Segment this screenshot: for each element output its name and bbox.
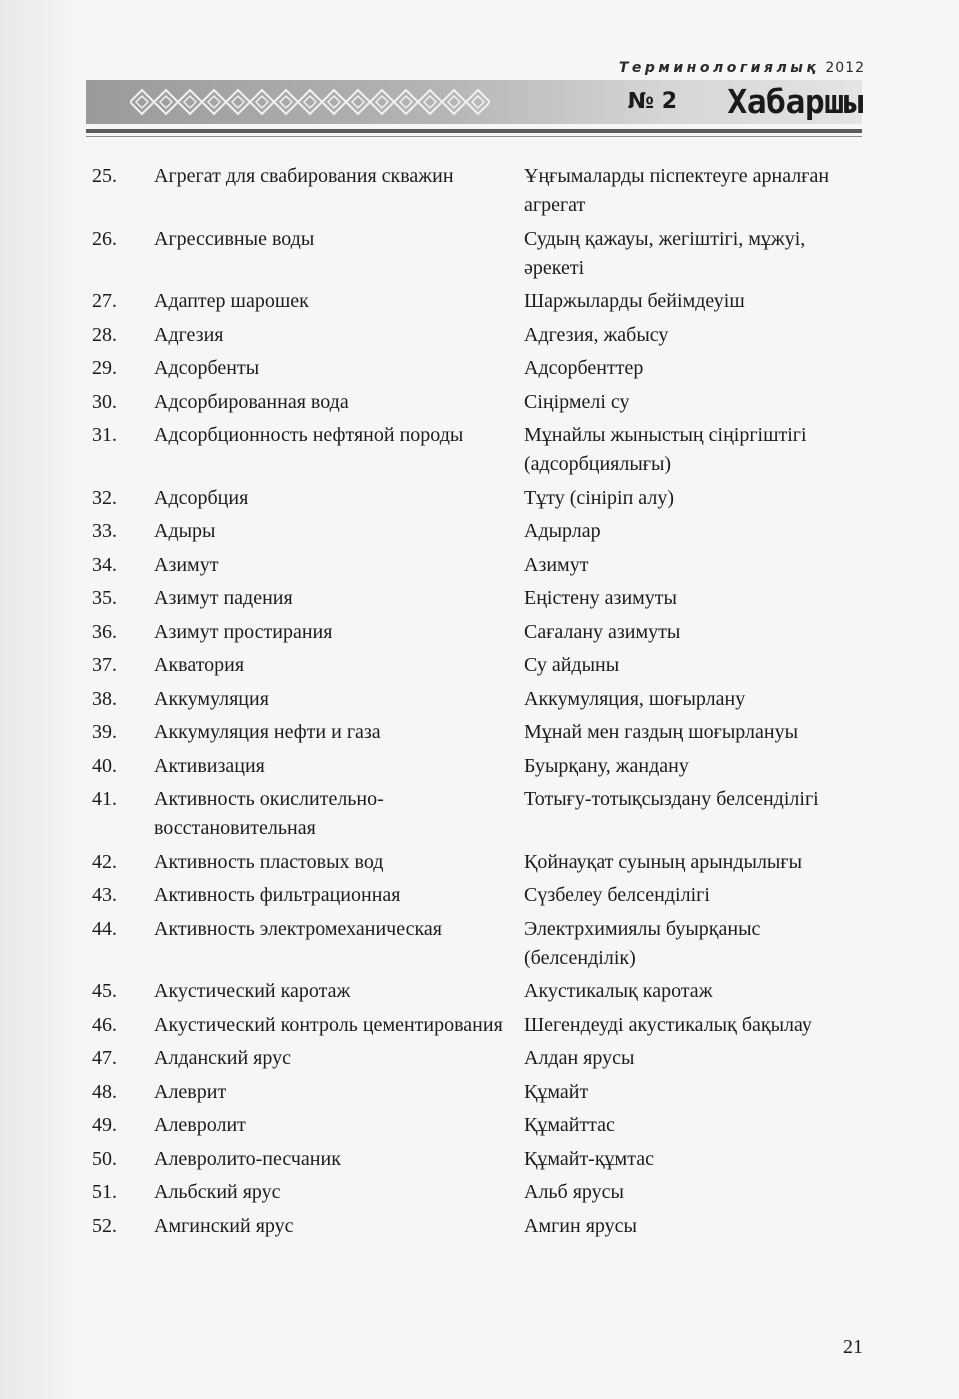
term-kazakh: Судың қажауы, жегіштігі, мұжуі, әрекеті	[524, 227, 806, 279]
term-russian: Алевролито-песчаник	[154, 1147, 341, 1170]
journal-title	[619, 60, 865, 76]
term-row	[92, 848, 867, 877]
term-row	[92, 718, 867, 747]
term-kazakh: Құмайт-құмтас	[524, 1147, 654, 1170]
term-kazakh: Электрхимиялы буырқаныс (белсенділік)	[524, 917, 761, 969]
term-row	[92, 287, 867, 316]
term-russian: Акватория	[154, 654, 245, 676]
term-kazakh: Амгин ярусы	[524, 1214, 637, 1237]
term-row	[92, 584, 867, 613]
term-row	[92, 225, 867, 283]
term-number: 50.	[92, 1147, 117, 1170]
term-russian: Активизация	[154, 754, 265, 777]
term-row	[92, 1178, 867, 1207]
term-number: 46.	[92, 1013, 117, 1036]
term-row	[92, 162, 867, 220]
header-rule-thin	[86, 136, 862, 137]
term-russian: Активность окислительно-восстановительная	[154, 788, 384, 839]
term-russian: Адсорбенты	[154, 357, 260, 379]
term-kazakh: Мұнайлы жыныстың сіңіргіштігі (адсорбциялығы)	[524, 424, 807, 475]
term-kazakh: Су айдыны	[524, 654, 620, 676]
term-russian: Акустический контроль цементирования	[154, 1013, 503, 1036]
term-russian: Активность пластовых вод	[154, 850, 384, 873]
term-number: 39.	[92, 721, 117, 743]
term-row	[92, 1212, 867, 1241]
term-number: 48.	[92, 1080, 117, 1103]
term-row	[92, 1145, 867, 1174]
term-row	[92, 685, 867, 714]
term-row	[92, 915, 867, 973]
term-number: 41.	[92, 788, 117, 810]
term-kazakh: Аккумуляция, шоғырлану	[524, 687, 746, 710]
term-kazakh: Мұнай мен газдың шоғырлануы	[524, 721, 799, 743]
journal-name: Терминологиялық	[618, 60, 820, 76]
term-kazakh: Адырлар	[524, 520, 601, 542]
term-russian: Адаптер шарошек	[154, 290, 309, 312]
term-kazakh: Ұңғымаларды піспектеуге арналған агрегат	[524, 165, 830, 216]
term-russian: Алевролит	[154, 1114, 246, 1136]
header-rule	[86, 129, 862, 133]
term-russian: Алданский ярус	[154, 1047, 291, 1069]
term-russian: Азимут падения	[154, 587, 293, 609]
term-kazakh: Адсорбенттер	[524, 357, 644, 379]
term-kazakh: Адгезия, жабысу	[524, 323, 669, 346]
term-number: 51.	[92, 1181, 117, 1203]
term-kazakh: Алдан ярусы	[524, 1047, 635, 1069]
issue-number: № 2	[627, 89, 677, 114]
term-number: 42.	[92, 850, 117, 873]
term-russian: Адсорбционность нефтяной породы	[154, 424, 464, 446]
term-kazakh: Құмайттас	[524, 1114, 615, 1136]
term-table	[92, 162, 867, 1245]
term-row	[92, 388, 867, 417]
term-number: 38.	[92, 687, 117, 710]
term-russian: Альбский ярус	[154, 1181, 281, 1203]
page-spine-shadow	[0, 0, 78, 1399]
term-kazakh: Сағалану азимуты	[524, 620, 681, 643]
journal-year: 2012	[825, 60, 865, 76]
term-row	[92, 1078, 867, 1107]
term-kazakh: Еңістену азимуты	[524, 587, 677, 609]
term-kazakh: Буырқану, жандану	[524, 754, 689, 777]
term-number: 29.	[92, 357, 117, 379]
term-kazakh: Тұту (сініріп алу)	[524, 486, 674, 509]
term-russian: Активность фильтрационная	[154, 884, 401, 906]
term-number: 34.	[92, 553, 117, 576]
term-number: 30.	[92, 390, 117, 413]
term-row	[92, 752, 867, 781]
term-russian: Адсорбция	[154, 486, 249, 509]
term-number: 44.	[92, 917, 117, 940]
term-number: 26.	[92, 227, 117, 250]
term-russian: Адгезия	[154, 323, 224, 346]
bulletin-title: Хабаршы	[727, 82, 863, 121]
term-row	[92, 321, 867, 350]
term-row	[92, 881, 867, 910]
term-kazakh: Шегендеуді акустикалық бақылау	[524, 1013, 812, 1036]
term-russian: Азимут простирания	[154, 620, 333, 643]
term-kazakh: Құмайт	[524, 1080, 589, 1103]
term-russian: Алеврит	[154, 1080, 227, 1103]
term-number: 37.	[92, 654, 117, 676]
term-row	[92, 1111, 867, 1140]
term-row	[92, 618, 867, 647]
term-kazakh: Акустикалық каротаж	[524, 980, 713, 1002]
ornament-pattern	[130, 86, 490, 118]
term-kazakh: Азимут	[524, 553, 589, 576]
term-russian: Аккумуляция нефти и газа	[154, 721, 381, 743]
term-row	[92, 551, 867, 580]
term-kazakh: Альб ярусы	[524, 1181, 624, 1203]
term-kazakh: Қойнауқат суының арындылығы	[524, 850, 803, 873]
term-russian: Агрессивные воды	[154, 227, 315, 250]
term-number: 27.	[92, 290, 117, 312]
page-number: 21	[843, 1336, 863, 1358]
term-row	[92, 785, 867, 843]
term-number: 32.	[92, 486, 117, 509]
term-kazakh: Сүзбелеу белсенділігі	[524, 884, 710, 906]
term-row	[92, 1011, 867, 1040]
term-kazakh: Сіңірмелі су	[524, 390, 630, 413]
term-row	[92, 517, 867, 546]
term-number: 47.	[92, 1047, 117, 1069]
term-russian: Адыры	[154, 520, 216, 542]
term-russian: Акустический каротаж	[154, 980, 351, 1002]
term-row	[92, 484, 867, 513]
term-number: 25.	[92, 165, 117, 187]
term-number: 43.	[92, 884, 117, 906]
term-kazakh: Шаржыларды бейімдеуіш	[524, 290, 745, 312]
term-russian: Амгинский ярус	[154, 1214, 294, 1237]
term-row	[92, 1044, 867, 1073]
term-number: 40.	[92, 754, 117, 777]
term-row	[92, 977, 867, 1006]
term-russian: Аккумуляция	[154, 687, 269, 710]
term-russian: Адсорбированная вода	[154, 390, 349, 413]
term-russian: Активность электромеханическая	[154, 917, 442, 940]
term-number: 33.	[92, 520, 117, 542]
term-kazakh: Тотығу-тотықсыздану белсенділігі	[524, 788, 819, 810]
term-number: 31.	[92, 424, 117, 446]
term-russian: Агрегат для свабирования скважин	[154, 165, 454, 187]
term-number: 36.	[92, 620, 117, 643]
term-row	[92, 421, 867, 479]
term-number: 49.	[92, 1114, 117, 1136]
term-number: 35.	[92, 587, 117, 609]
term-russian: Азимут	[154, 553, 219, 576]
term-row	[92, 354, 867, 383]
term-number: 28.	[92, 323, 117, 346]
term-number: 45.	[92, 980, 117, 1002]
term-number: 52.	[92, 1214, 117, 1237]
term-row	[92, 651, 867, 680]
